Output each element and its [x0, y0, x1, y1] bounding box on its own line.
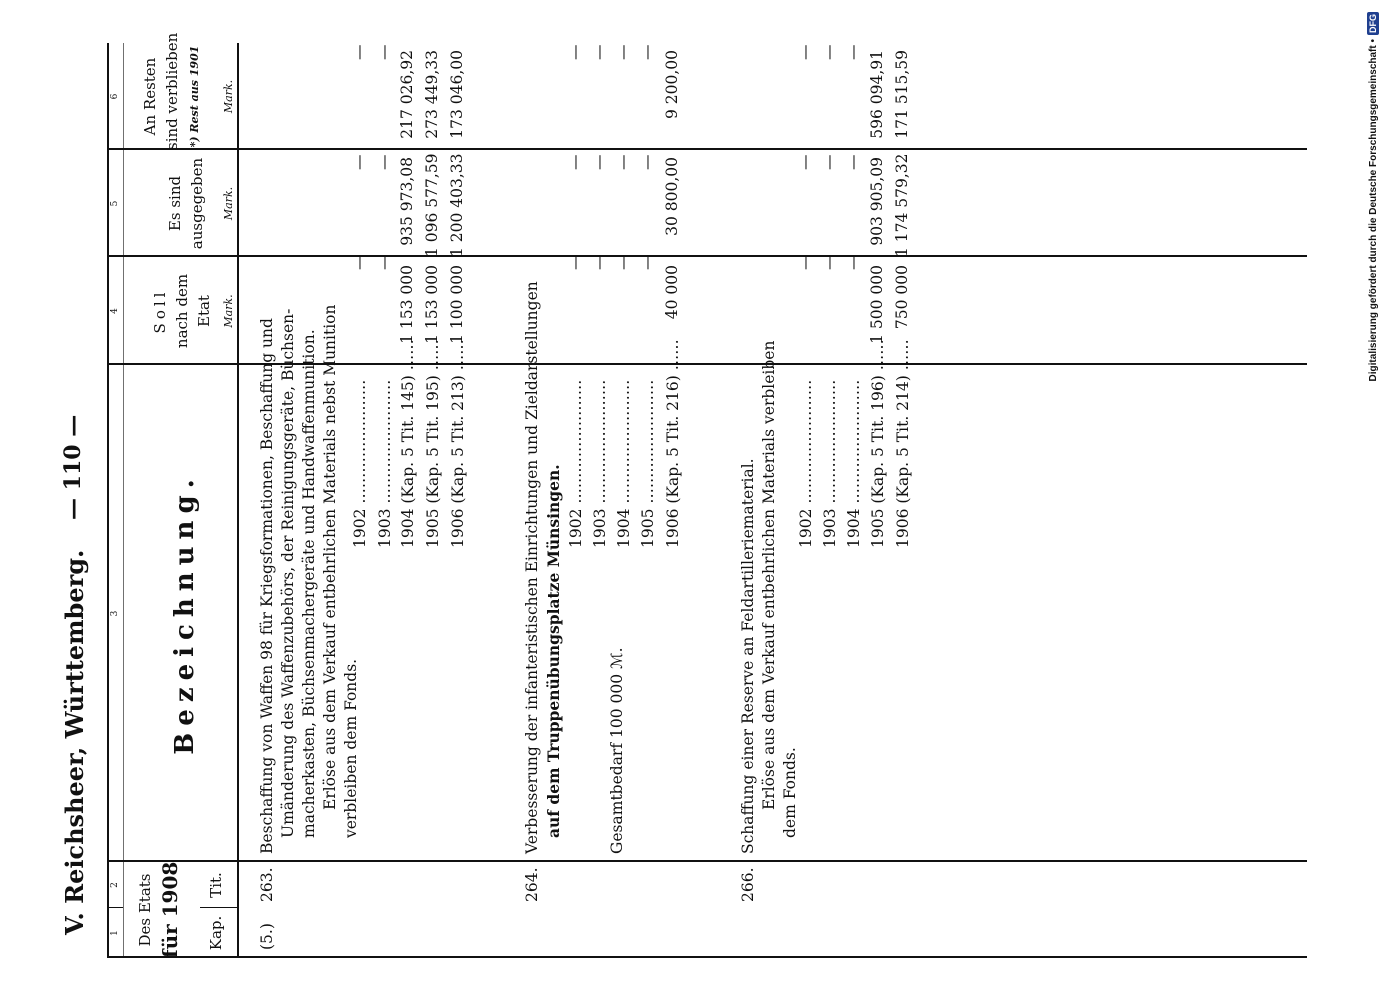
- soll-value: —: [796, 254, 814, 270]
- col6-header-note: *) Rest aus 1901: [188, 45, 201, 148]
- col1-header: Kap.: [207, 915, 225, 951]
- reste-value: —: [350, 44, 368, 60]
- soll-value: —: [590, 254, 608, 270]
- reste-value: 596 094,91: [868, 50, 886, 139]
- ausgegeben-value: —: [796, 154, 814, 170]
- soll-value: 1 100 000: [448, 265, 466, 344]
- year-row-label: 1906 (Kap. 5 Tit. 216) ……: [664, 339, 682, 548]
- year-row-label: 1904 (Kap. 5 Tit. 145) ……: [399, 339, 417, 548]
- ausgegeben-value: 935 973,08: [398, 157, 416, 246]
- table-left-rule: [107, 957, 1307, 959]
- col4-header-line1: Soll: [151, 288, 169, 334]
- ausgegeben-value: —: [566, 154, 584, 170]
- col4-unit: Mark.: [222, 294, 235, 328]
- year-row-label: 1903 ……………………: [376, 379, 394, 548]
- reste-value: —: [796, 44, 814, 60]
- year-row-label: 1902 ……………………: [351, 379, 369, 548]
- col5-unit: Mark.: [222, 186, 235, 221]
- year-row-label: 1905 (Kap. 5 Tit. 196) ……: [869, 339, 887, 548]
- ausgegeben-value: —: [350, 154, 368, 170]
- page-title: V. Reichsheer, Württemberg.: [60, 549, 89, 935]
- column-number: 6: [110, 93, 120, 100]
- entry-text-line: macherkasten, Büchsenmachergeräte und Handwaffenmunition.: [300, 329, 318, 838]
- entry-note: Gesamtbedarf 100 000 ℳ.: [608, 647, 626, 854]
- entry-text-line: Verbesserung der infanteristischen Einrichtungen und Zieldarstellungen: [523, 281, 541, 854]
- year-row-label: 1905 (Kap. 5 Tit. 195) ……: [424, 339, 442, 548]
- soll-value: —: [820, 254, 838, 270]
- soll-value: —: [638, 254, 656, 270]
- col6-unit: Mark.: [222, 79, 235, 114]
- soll-value: —: [566, 254, 584, 270]
- column-number: 5: [110, 200, 120, 207]
- year-row-label: 1903 ……………………: [591, 379, 609, 548]
- col5-col6-rule: [107, 149, 1307, 151]
- year-row-label: 1902 ……………………: [567, 379, 585, 548]
- entry-text-line: dem Fonds.: [781, 747, 799, 838]
- soll-value: 1 153 000: [398, 265, 416, 344]
- colnum-rule: [123, 43, 124, 958]
- col4-col5-rule: [107, 256, 1307, 258]
- ausgegeben-value: —: [614, 154, 632, 170]
- col2-header: Tit.: [207, 872, 225, 898]
- col5-header-line2: ausgegeben: [188, 157, 206, 250]
- reste-value: 217 026,92: [398, 50, 416, 139]
- soll-value: —: [350, 254, 368, 270]
- soll-value: 40 000: [663, 265, 681, 320]
- reste-value: —: [614, 44, 632, 60]
- ausgegeben-value: —: [638, 154, 656, 170]
- soll-value: 750 000: [893, 265, 911, 330]
- col4-header-line3: Etat: [195, 295, 213, 327]
- column-number: 2: [110, 882, 120, 888]
- entry-tit: 266.: [739, 867, 757, 902]
- table-top-rule: [107, 43, 109, 958]
- dfg-logo: DFG: [1368, 14, 1378, 33]
- entry-tit: 263.: [258, 867, 276, 902]
- year-row-label: 1904 ……………………: [845, 379, 863, 548]
- ausgegeben-value: 903 905,09: [868, 157, 886, 246]
- reste-value: —: [590, 44, 608, 60]
- col4-header-line2: nach dem: [173, 273, 191, 349]
- year-row-label: 1902 ……………………: [797, 379, 815, 548]
- year-row-label: 1906 (Kap. 5 Tit. 214) ……: [894, 339, 912, 548]
- reste-value: —: [566, 44, 584, 60]
- reste-value: —: [375, 44, 393, 60]
- year-row-label: 1905 ……………………: [639, 379, 657, 548]
- ausgegeben-value: 1 096 577,59: [423, 153, 441, 257]
- year-row-label: 1906 (Kap. 5 Tit. 213) ……: [449, 339, 467, 548]
- ausgegeben-value: —: [375, 154, 393, 170]
- col6-header-line2: sind verblieben: [163, 32, 181, 150]
- soll-value: 1 153 000: [423, 265, 441, 344]
- col3-header: Bezeichnung.: [170, 472, 200, 755]
- entry-text-line: verbleiben dem Fonds.: [342, 658, 360, 838]
- soll-value: 1 500 000: [868, 265, 886, 344]
- reste-value: —: [638, 44, 656, 60]
- reste-value: —: [844, 44, 862, 60]
- column-number: 4: [110, 308, 120, 314]
- reste-value: —: [820, 44, 838, 60]
- column-number: 3: [110, 610, 120, 617]
- col12-header-line2: für 1908: [158, 861, 182, 958]
- col5-header-line1: Es sind: [166, 175, 184, 232]
- col12-header-line1: Des Etats: [136, 873, 154, 947]
- reste-value: 173 046,00: [448, 50, 466, 139]
- soll-value: —: [375, 254, 393, 270]
- entry-text-line: Beschaffung von Waffen 98 für Kriegsformationen, Beschaffung und: [258, 318, 276, 854]
- entry-text-line: Erlöse aus dem Verkauf entbehrlichen Materials verbleiben: [760, 340, 778, 810]
- entry-text-line: auf dem Truppenübungsplatze Münsingen.: [544, 464, 563, 838]
- entry-kap: (5.): [258, 923, 276, 950]
- ausgegeben-value: —: [844, 154, 862, 170]
- soll-value: —: [614, 254, 632, 270]
- col6-header-line1: An Resten: [141, 57, 159, 136]
- soll-value: —: [844, 254, 862, 270]
- dfg-credit-text: Digitalisierung gefördert durch die Deutsche Forschungsgemeinschaft •: [1367, 39, 1379, 382]
- entry-tit: 264.: [523, 867, 541, 902]
- year-row-label: 1903 ……………………: [821, 379, 839, 548]
- entry-text-line: Schaffung einer Reserve an Feldartilleriematerial.: [739, 458, 757, 854]
- page-number: — 110 —: [60, 414, 86, 520]
- column-number: 1: [110, 930, 120, 936]
- ausgegeben-value: —: [820, 154, 838, 170]
- year-row-label: 1904 ……………………: [615, 379, 633, 548]
- ausgegeben-value: 1 200 403,33: [448, 153, 466, 257]
- reste-value: 171 515,59: [893, 50, 911, 139]
- entry-text-line: Umänderung des Waffenzubehörs, der Reinigungsgeräte, Büchsen-: [279, 308, 297, 838]
- ausgegeben-value: 30 800,00: [663, 157, 681, 236]
- reste-value: 273 449,33: [423, 50, 441, 139]
- ausgegeben-value: —: [590, 154, 608, 170]
- entry-text-line: Erlöse aus dem Verkauf entbehrlichen Materials nebst Munition: [321, 304, 339, 810]
- dfg-credit-strip: [1362, 12, 1383, 392]
- ausgegeben-value: 1 174 579,32: [893, 153, 911, 257]
- reste-value: 9 200,00: [663, 50, 681, 120]
- col2-col3-rule: [107, 861, 1307, 863]
